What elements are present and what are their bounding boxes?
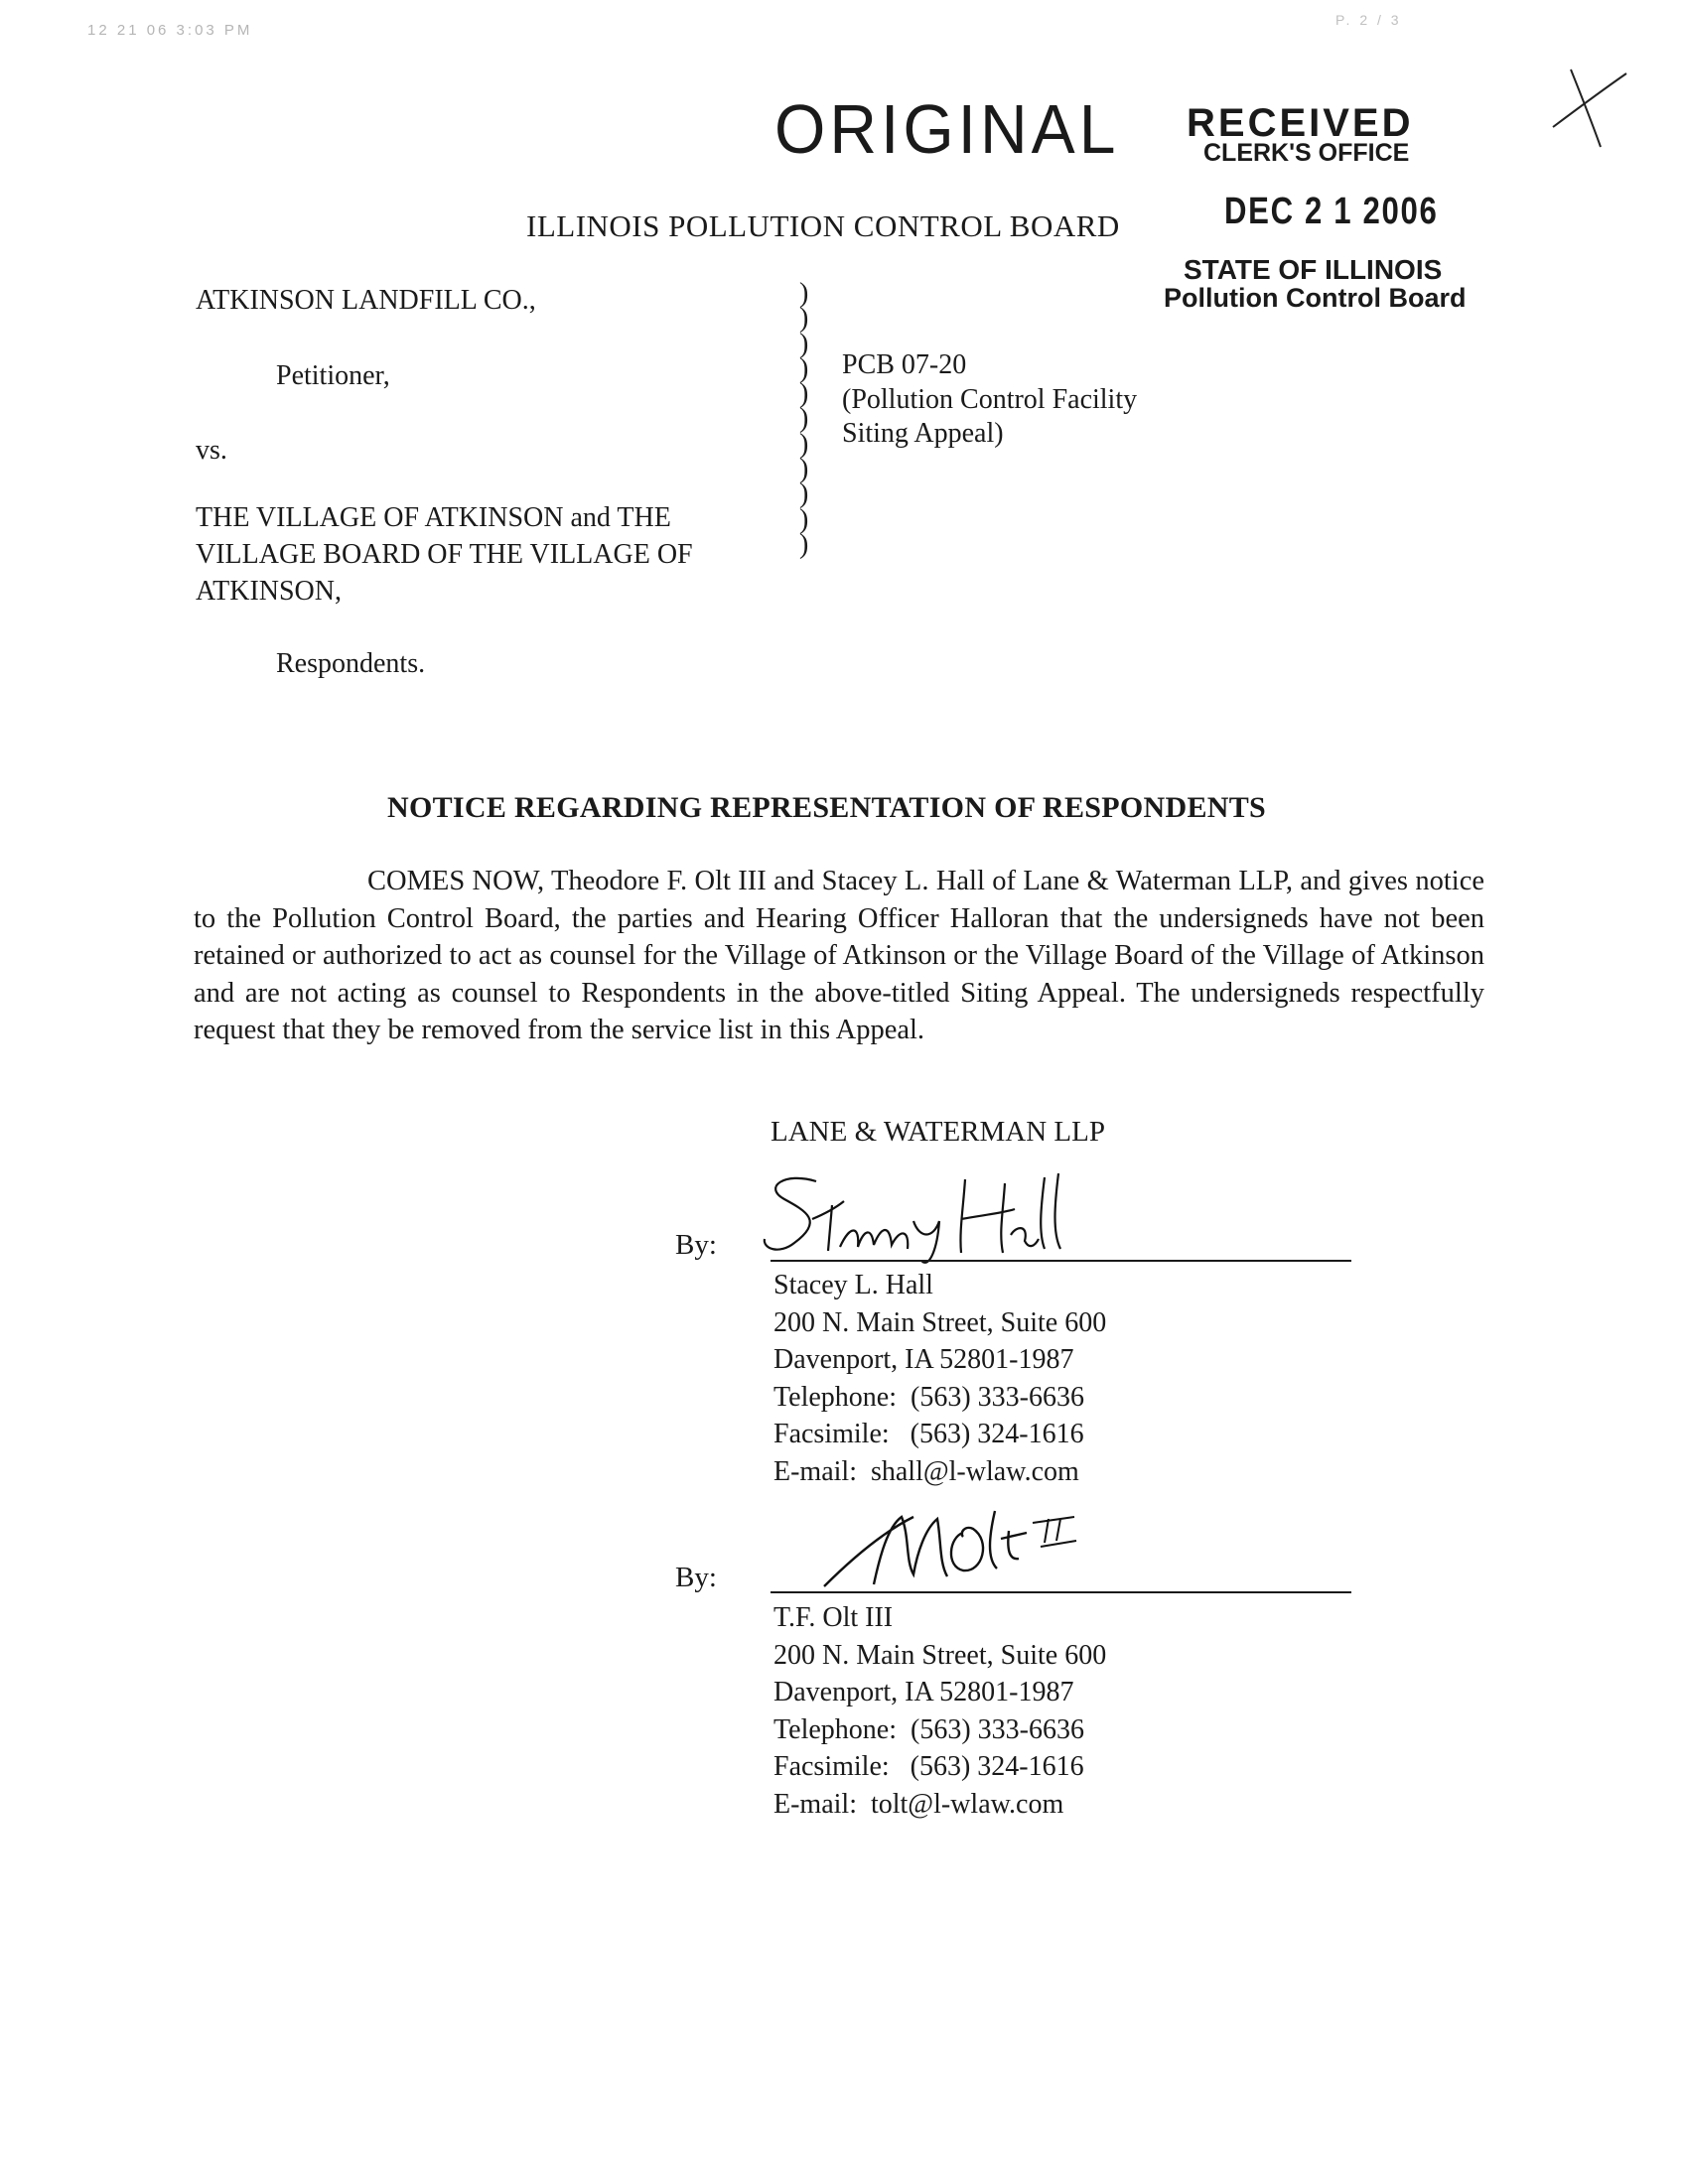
petitioner-role: Petitioner,	[276, 360, 390, 391]
signature-olt	[814, 1497, 1102, 1591]
signer-facsimile: Facsimile: (563) 324-1616	[773, 1419, 1084, 1449]
court-name: ILLINOIS POLLUTION CONTROL BOARD	[526, 208, 1120, 243]
versus-label: vs.	[196, 435, 227, 466]
case-type-line-1: (Pollution Control Facility	[842, 384, 1138, 415]
caption-parentheses: ) ) ) ) ) ) ) ) ) ) )	[799, 278, 809, 560]
signer-telephone: Telephone: (563) 333-6636	[773, 1713, 1084, 1745]
signature-line-2	[771, 1591, 1351, 1593]
notice-title: NOTICE REGARDING REPRESENTATION OF RESPONDENTS	[387, 791, 1267, 824]
signer-city: Davenport, IA 52801-1987	[773, 1344, 1074, 1375]
by-label-2: By:	[675, 1562, 717, 1593]
signer-email: E-mail: tolt@l-wlaw.com	[773, 1788, 1064, 1820]
firm-name: LANE & WATERMAN LLP	[771, 1116, 1105, 1148]
respondent-name: THE VILLAGE OF ATKINSON and THE VILLAGE BOARD OF THE VILLAGE OF ATKINSON,	[196, 502, 693, 607]
notice-paragraph: COMES NOW, Theodore F. Olt III and Stacey L. Hall of Lane & Waterman LLP, and gives notice to the Pollution Control Board, the parties and Hearing Officer Halloran that the undersigneds have not been retained or authorized to act as counsel for the Village of Atkinson or the Village Board of the Village of Atkinson and are not acting as counsel to Respondents in the above-titled Siting Appeal. The undersigneds respectfully request that they be removed from the service list in this Appeal.	[194, 866, 1484, 1045]
handwritten-x-mark	[1549, 60, 1628, 149]
state-stamp: STATE OF ILLINOIS	[1184, 254, 1443, 285]
case-type-line-2: Siting Appeal)	[842, 418, 1004, 449]
fax-header-right: P. 2 / 3	[1335, 12, 1402, 28]
board-stamp: Pollution Control Board	[1164, 283, 1467, 313]
petitioner-name: ATKINSON LANDFILL CO.,	[196, 285, 536, 316]
fax-header-left: 12 21 06 3:03 PM	[87, 22, 253, 39]
signer-name: T.F. Olt III	[773, 1602, 894, 1633]
signature-line-1	[771, 1260, 1351, 1262]
signer-city: Davenport, IA 52801-1987	[773, 1677, 1074, 1707]
case-number: PCB 07-20	[842, 349, 967, 380]
signer-address: 200 N. Main Street, Suite 600	[773, 1306, 1107, 1338]
signer-block-2	[773, 1599, 1106, 1823]
signer-telephone: Telephone: (563) 333-6636	[773, 1381, 1084, 1413]
signer-email: E-mail: shall@l-wlaw.com	[773, 1455, 1079, 1487]
signer-address: 200 N. Main Street, Suite 600	[773, 1639, 1107, 1671]
notice-body	[194, 863, 1484, 1049]
respondent-role: Respondents.	[276, 648, 426, 679]
clerks-office-stamp: CLERK'S OFFICE	[1203, 139, 1410, 167]
original-stamp: ORIGINAL	[774, 90, 1120, 168]
by-label-1: By:	[675, 1229, 717, 1261]
received-stamp: RECEIVED	[1187, 101, 1414, 145]
signature-hall	[755, 1169, 1082, 1264]
signer-block-1	[773, 1267, 1106, 1490]
signer-name: Stacey L. Hall	[773, 1270, 933, 1300]
received-date-stamp: DEC 2 1 2006	[1224, 191, 1439, 232]
signer-facsimile: Facsimile: (563) 324-1616	[773, 1751, 1084, 1782]
